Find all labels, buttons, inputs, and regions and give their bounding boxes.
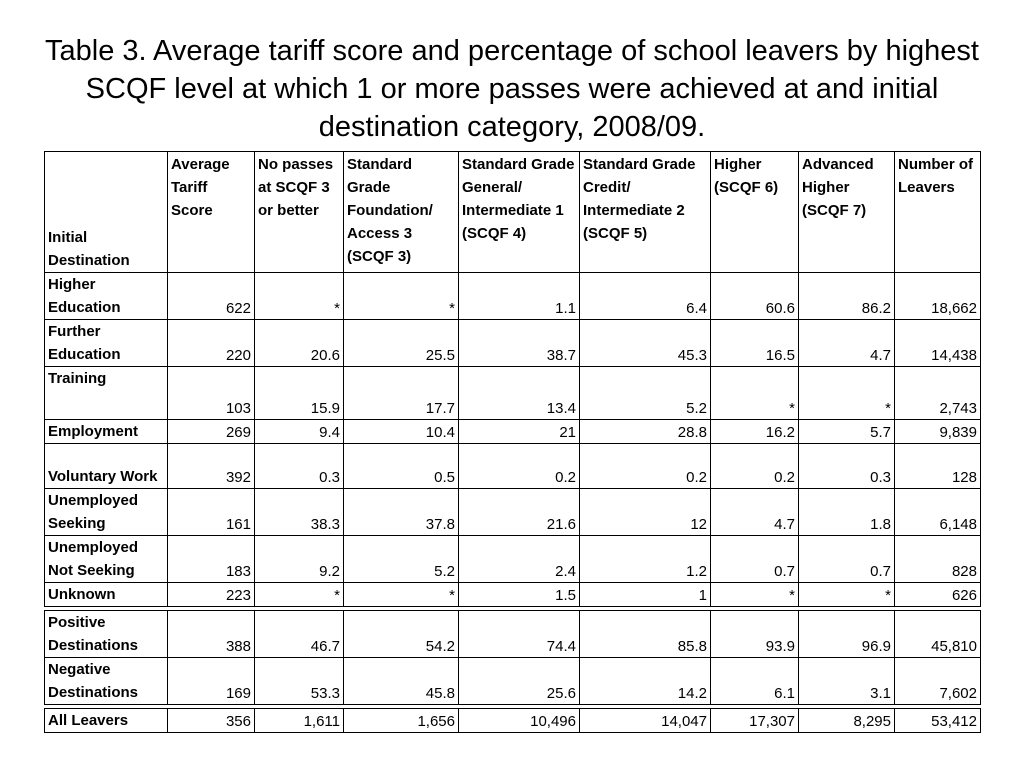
table-cell: 1,611 xyxy=(255,709,344,733)
header-row xyxy=(45,152,981,273)
table-cell: * xyxy=(799,583,895,607)
table-cell: 14.2 xyxy=(580,658,711,705)
table-cell: 220 xyxy=(168,320,255,367)
row-label: Positive Destinations xyxy=(45,611,168,658)
table-cell: 14,438 xyxy=(895,320,981,367)
page-title: Table 3. Average tariff score and percentage of school leavers by highest SCQF level at which 1 or more passes were achieved at and initial destination category, 2008/09. xyxy=(45,35,979,143)
table-cell: 223 xyxy=(168,583,255,607)
table-cell: 21.6 xyxy=(459,489,580,536)
column-header: Higher (SCQF 6) xyxy=(711,152,799,273)
table-cell: 93.9 xyxy=(711,611,799,658)
table-cell: 25.5 xyxy=(344,320,459,367)
table-cell: 45,810 xyxy=(895,611,981,658)
table-row xyxy=(45,420,981,444)
table-cell: * xyxy=(255,583,344,607)
table-cell: 54.2 xyxy=(344,611,459,658)
table-cell: 25.6 xyxy=(459,658,580,705)
row-label: Further Education xyxy=(45,320,168,367)
table-cell: 6.1 xyxy=(711,658,799,705)
table-cell: * xyxy=(711,583,799,607)
table-cell: 85.8 xyxy=(580,611,711,658)
column-header: Initial Destination xyxy=(45,152,168,273)
table-cell: 103 xyxy=(168,367,255,420)
table-cell: 269 xyxy=(168,420,255,444)
table-cell: 1.1 xyxy=(459,273,580,320)
table-cell: 60.6 xyxy=(711,273,799,320)
table-cell: 17,307 xyxy=(711,709,799,733)
table-cell: 183 xyxy=(168,536,255,583)
table-cell: 20.6 xyxy=(255,320,344,367)
column-header: Number of Leavers xyxy=(895,152,981,273)
table-cell: 86.2 xyxy=(799,273,895,320)
column-header: No passes at SCQF 3 or better xyxy=(255,152,344,273)
row-label: Higher Education xyxy=(45,273,168,320)
table-cell: 53.3 xyxy=(255,658,344,705)
table-cell: 0.7 xyxy=(799,536,895,583)
table-cell: 0.2 xyxy=(711,444,799,489)
table-cell: 0.3 xyxy=(255,444,344,489)
table-cell: 74.4 xyxy=(459,611,580,658)
row-label: Unemployed Not Seeking xyxy=(45,536,168,583)
table-cell: 38.3 xyxy=(255,489,344,536)
table-cell: 3.1 xyxy=(799,658,895,705)
table-cell: 128 xyxy=(895,444,981,489)
table-row xyxy=(45,444,981,489)
table-cell: 17.7 xyxy=(344,367,459,420)
column-header: Standard Grade Foundation/ Access 3 (SCQF 3) xyxy=(344,152,459,273)
table-cell: 6,148 xyxy=(895,489,981,536)
table-row xyxy=(45,367,981,420)
table-cell: * xyxy=(799,367,895,420)
column-header: Standard Grade General/ Intermediate 1 (SCQF 4) xyxy=(459,152,580,273)
column-header: Average Tariff Score xyxy=(168,152,255,273)
table-cell: 18,662 xyxy=(895,273,981,320)
table-cell: 13.4 xyxy=(459,367,580,420)
table-cell: 45.8 xyxy=(344,658,459,705)
table-cell: 15.9 xyxy=(255,367,344,420)
table-cell: 0.2 xyxy=(459,444,580,489)
table-row xyxy=(45,536,981,583)
table-cell: 2.4 xyxy=(459,536,580,583)
table-cell: 5.2 xyxy=(344,536,459,583)
table-row xyxy=(45,489,981,536)
row-label: All Leavers xyxy=(45,709,168,733)
row-label: Unknown xyxy=(45,583,168,607)
table-cell: 161 xyxy=(168,489,255,536)
table-cell: 96.9 xyxy=(799,611,895,658)
table-row xyxy=(45,709,981,733)
table-cell: 392 xyxy=(168,444,255,489)
row-label: Negative Destinations xyxy=(45,658,168,705)
table-cell: 356 xyxy=(168,709,255,733)
table-cell: 2,743 xyxy=(895,367,981,420)
table-cell: 10.4 xyxy=(344,420,459,444)
table-cell: 1 xyxy=(580,583,711,607)
table-cell: 5.2 xyxy=(580,367,711,420)
table-cell: 626 xyxy=(895,583,981,607)
table-cell: 0.2 xyxy=(580,444,711,489)
table-cell: 14,047 xyxy=(580,709,711,733)
row-label: Employment xyxy=(45,420,168,444)
table-cell: 1,656 xyxy=(344,709,459,733)
table-cell: 37.8 xyxy=(344,489,459,536)
table-cell: 12 xyxy=(580,489,711,536)
table-cell: * xyxy=(255,273,344,320)
table-cell: 622 xyxy=(168,273,255,320)
table-cell: 4.7 xyxy=(711,489,799,536)
table-cell: 9,839 xyxy=(895,420,981,444)
table-cell: * xyxy=(711,367,799,420)
table-row xyxy=(45,658,981,705)
table-row xyxy=(45,273,981,320)
table-cell: 28.8 xyxy=(580,420,711,444)
table-cell: 21 xyxy=(459,420,580,444)
table-cell: * xyxy=(344,583,459,607)
table-cell: 1.8 xyxy=(799,489,895,536)
table-cell: 38.7 xyxy=(459,320,580,367)
table-cell: 7,602 xyxy=(895,658,981,705)
table-cell: 10,496 xyxy=(459,709,580,733)
table-row xyxy=(45,583,981,607)
leavers-table xyxy=(44,151,981,733)
column-header: Standard Grade Credit/ Intermediate 2 (SCQF 5) xyxy=(580,152,711,273)
table-cell: 5.7 xyxy=(799,420,895,444)
table-cell: 169 xyxy=(168,658,255,705)
table-cell: 45.3 xyxy=(580,320,711,367)
table-row xyxy=(45,320,981,367)
table-cell: 16.2 xyxy=(711,420,799,444)
table-cell: 0.5 xyxy=(344,444,459,489)
table-cell: 8,295 xyxy=(799,709,895,733)
row-label: Unemployed Seeking xyxy=(45,489,168,536)
table-cell: 9.4 xyxy=(255,420,344,444)
table-cell: 0.3 xyxy=(799,444,895,489)
table-cell: 16.5 xyxy=(711,320,799,367)
row-label: Training xyxy=(45,367,168,420)
table-cell: 1.2 xyxy=(580,536,711,583)
column-header: Advanced Higher (SCQF 7) xyxy=(799,152,895,273)
table-cell: 0.7 xyxy=(711,536,799,583)
table-cell: 1.5 xyxy=(459,583,580,607)
row-label: Voluntary Work xyxy=(45,444,168,489)
table-cell: * xyxy=(344,273,459,320)
table-cell: 9.2 xyxy=(255,536,344,583)
table-cell: 53,412 xyxy=(895,709,981,733)
table-cell: 388 xyxy=(168,611,255,658)
table-cell: 4.7 xyxy=(799,320,895,367)
table-cell: 828 xyxy=(895,536,981,583)
table-cell: 6.4 xyxy=(580,273,711,320)
table-cell: 46.7 xyxy=(255,611,344,658)
table-row xyxy=(45,611,981,658)
